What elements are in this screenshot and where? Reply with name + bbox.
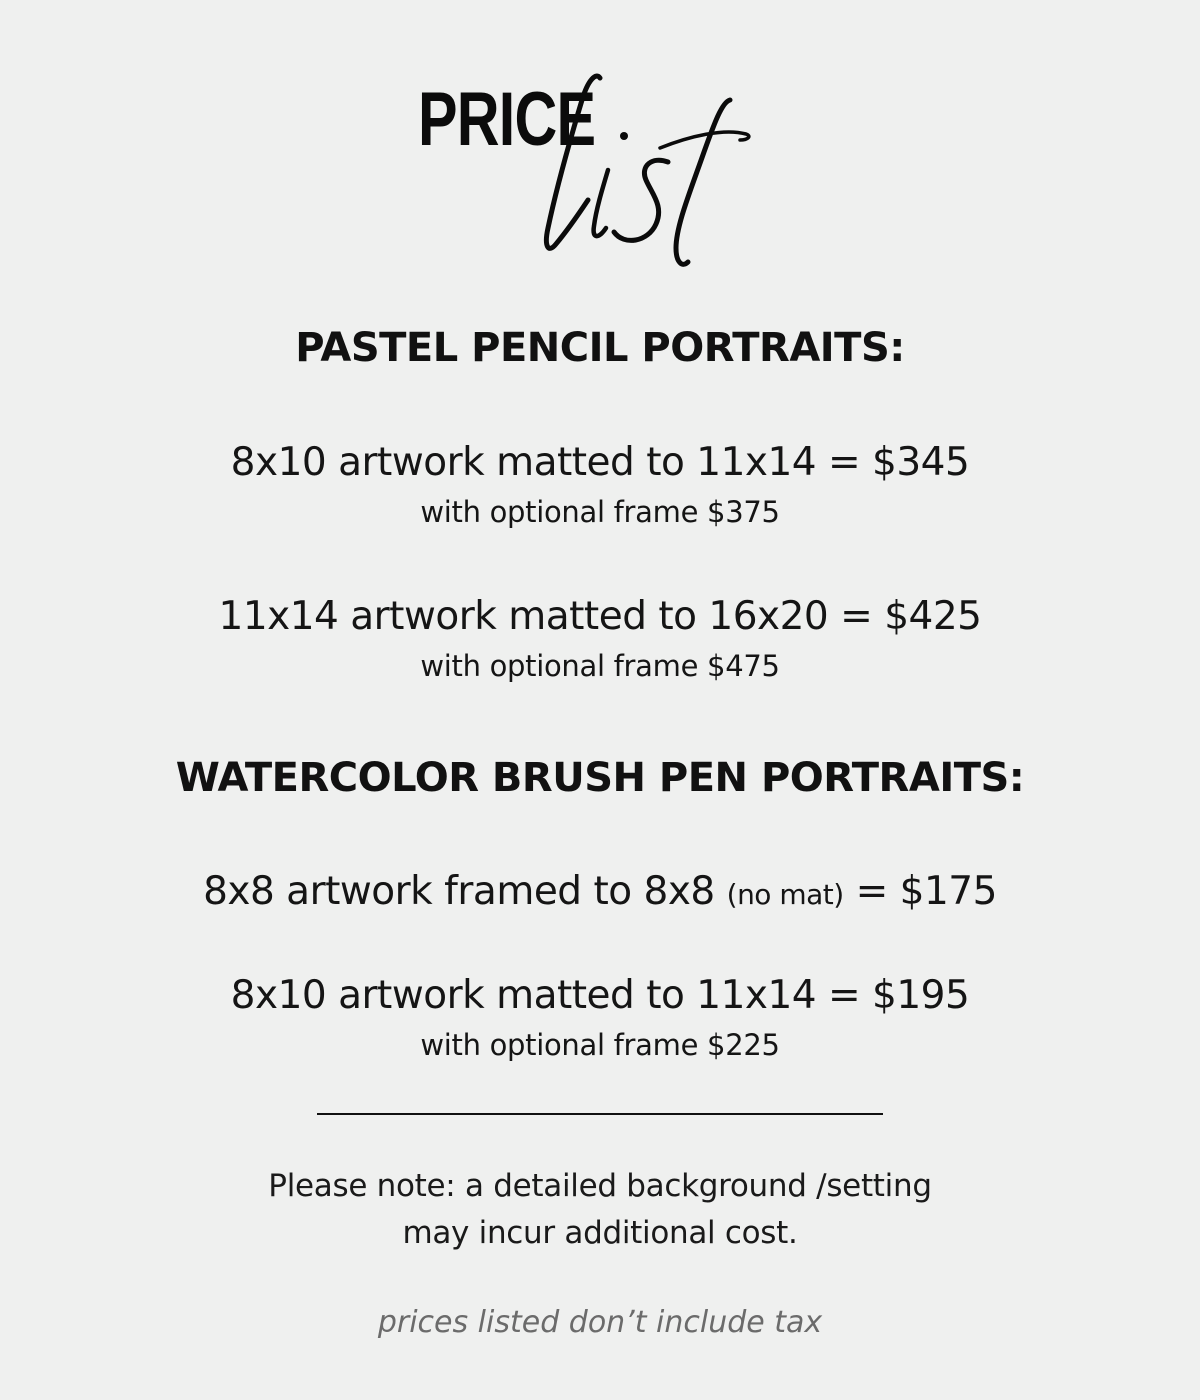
divider-line <box>317 1113 883 1115</box>
tax-note: prices listed don’t include tax <box>377 1305 823 1340</box>
pastel-item-2-price: 11x14 artwork matted to 16x20 = $425 <box>218 594 982 639</box>
watercolor-item-1-price <box>0 869 1200 914</box>
title-list-script <box>0 0 1200 300</box>
watercolor-item-2-price: 8x10 artwork matted to 11x14 = $195 <box>230 973 970 1018</box>
note-line-2: may incur additional cost. <box>402 1215 798 1251</box>
section-heading-pastel: PASTEL PENCIL PORTRAITS: <box>295 325 905 371</box>
title-price-text: PRICE <box>418 77 596 162</box>
watercolor-item-1-no-mat: (no mat) <box>726 878 844 911</box>
note-line-1: Please note: a detailed background /setting <box>268 1168 932 1204</box>
pastel-item-1-price: 8x10 artwork matted to 11x14 = $345 <box>230 440 970 485</box>
watercolor-item-1-amount: = $175 <box>855 869 997 914</box>
pastel-item-2-frame-option: with optional frame $475 <box>420 649 780 683</box>
section-heading-watercolor: WATERCOLOR BRUSH PEN PORTRAITS: <box>175 755 1025 801</box>
price-list-title <box>0 0 1200 300</box>
watercolor-item-1-size: 8x8 artwork framed to 8x8 <box>203 869 715 914</box>
pastel-item-1-frame-option: with optional frame $375 <box>420 495 780 529</box>
watercolor-item-2-frame-option: with optional frame $225 <box>420 1028 780 1062</box>
